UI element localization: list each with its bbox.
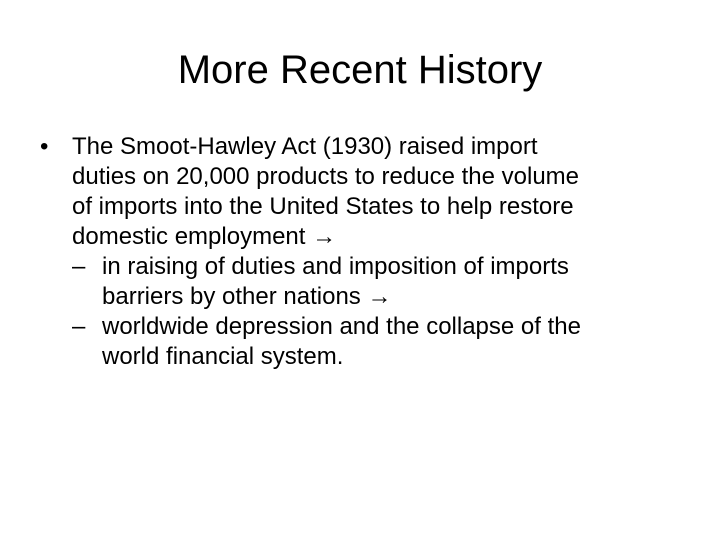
sub-bullet-2 [40, 312, 680, 372]
bullet-marker: • [40, 133, 49, 160]
main-bullet [40, 132, 680, 252]
sub-bullet-1 [40, 252, 680, 312]
sub-bullet-2-line-1: worldwide depression and the collapse of the [102, 313, 581, 340]
bullet-line-2: duties on 20,000 products to reduce the volume [72, 163, 579, 190]
slide-title: More Recent History [177, 48, 543, 92]
bullet-line-3: of imports into the United States to help restore [72, 193, 574, 220]
bullet-line-1: The Smoot-Hawley Act (1930) raised import [72, 133, 538, 160]
sub-bullet-1-line-2: barriers by other nations → [102, 283, 392, 310]
sub-bullet-2-line-2: world financial system. [102, 343, 344, 370]
slide-content [40, 132, 680, 372]
sub-bullet-1-line-1: in raising of duties and imposition of imports [102, 253, 569, 280]
sub-bullet-marker: – [72, 313, 86, 340]
sub-bullet-marker: – [72, 253, 86, 280]
bullet-line-4: domestic employment → [72, 223, 337, 250]
